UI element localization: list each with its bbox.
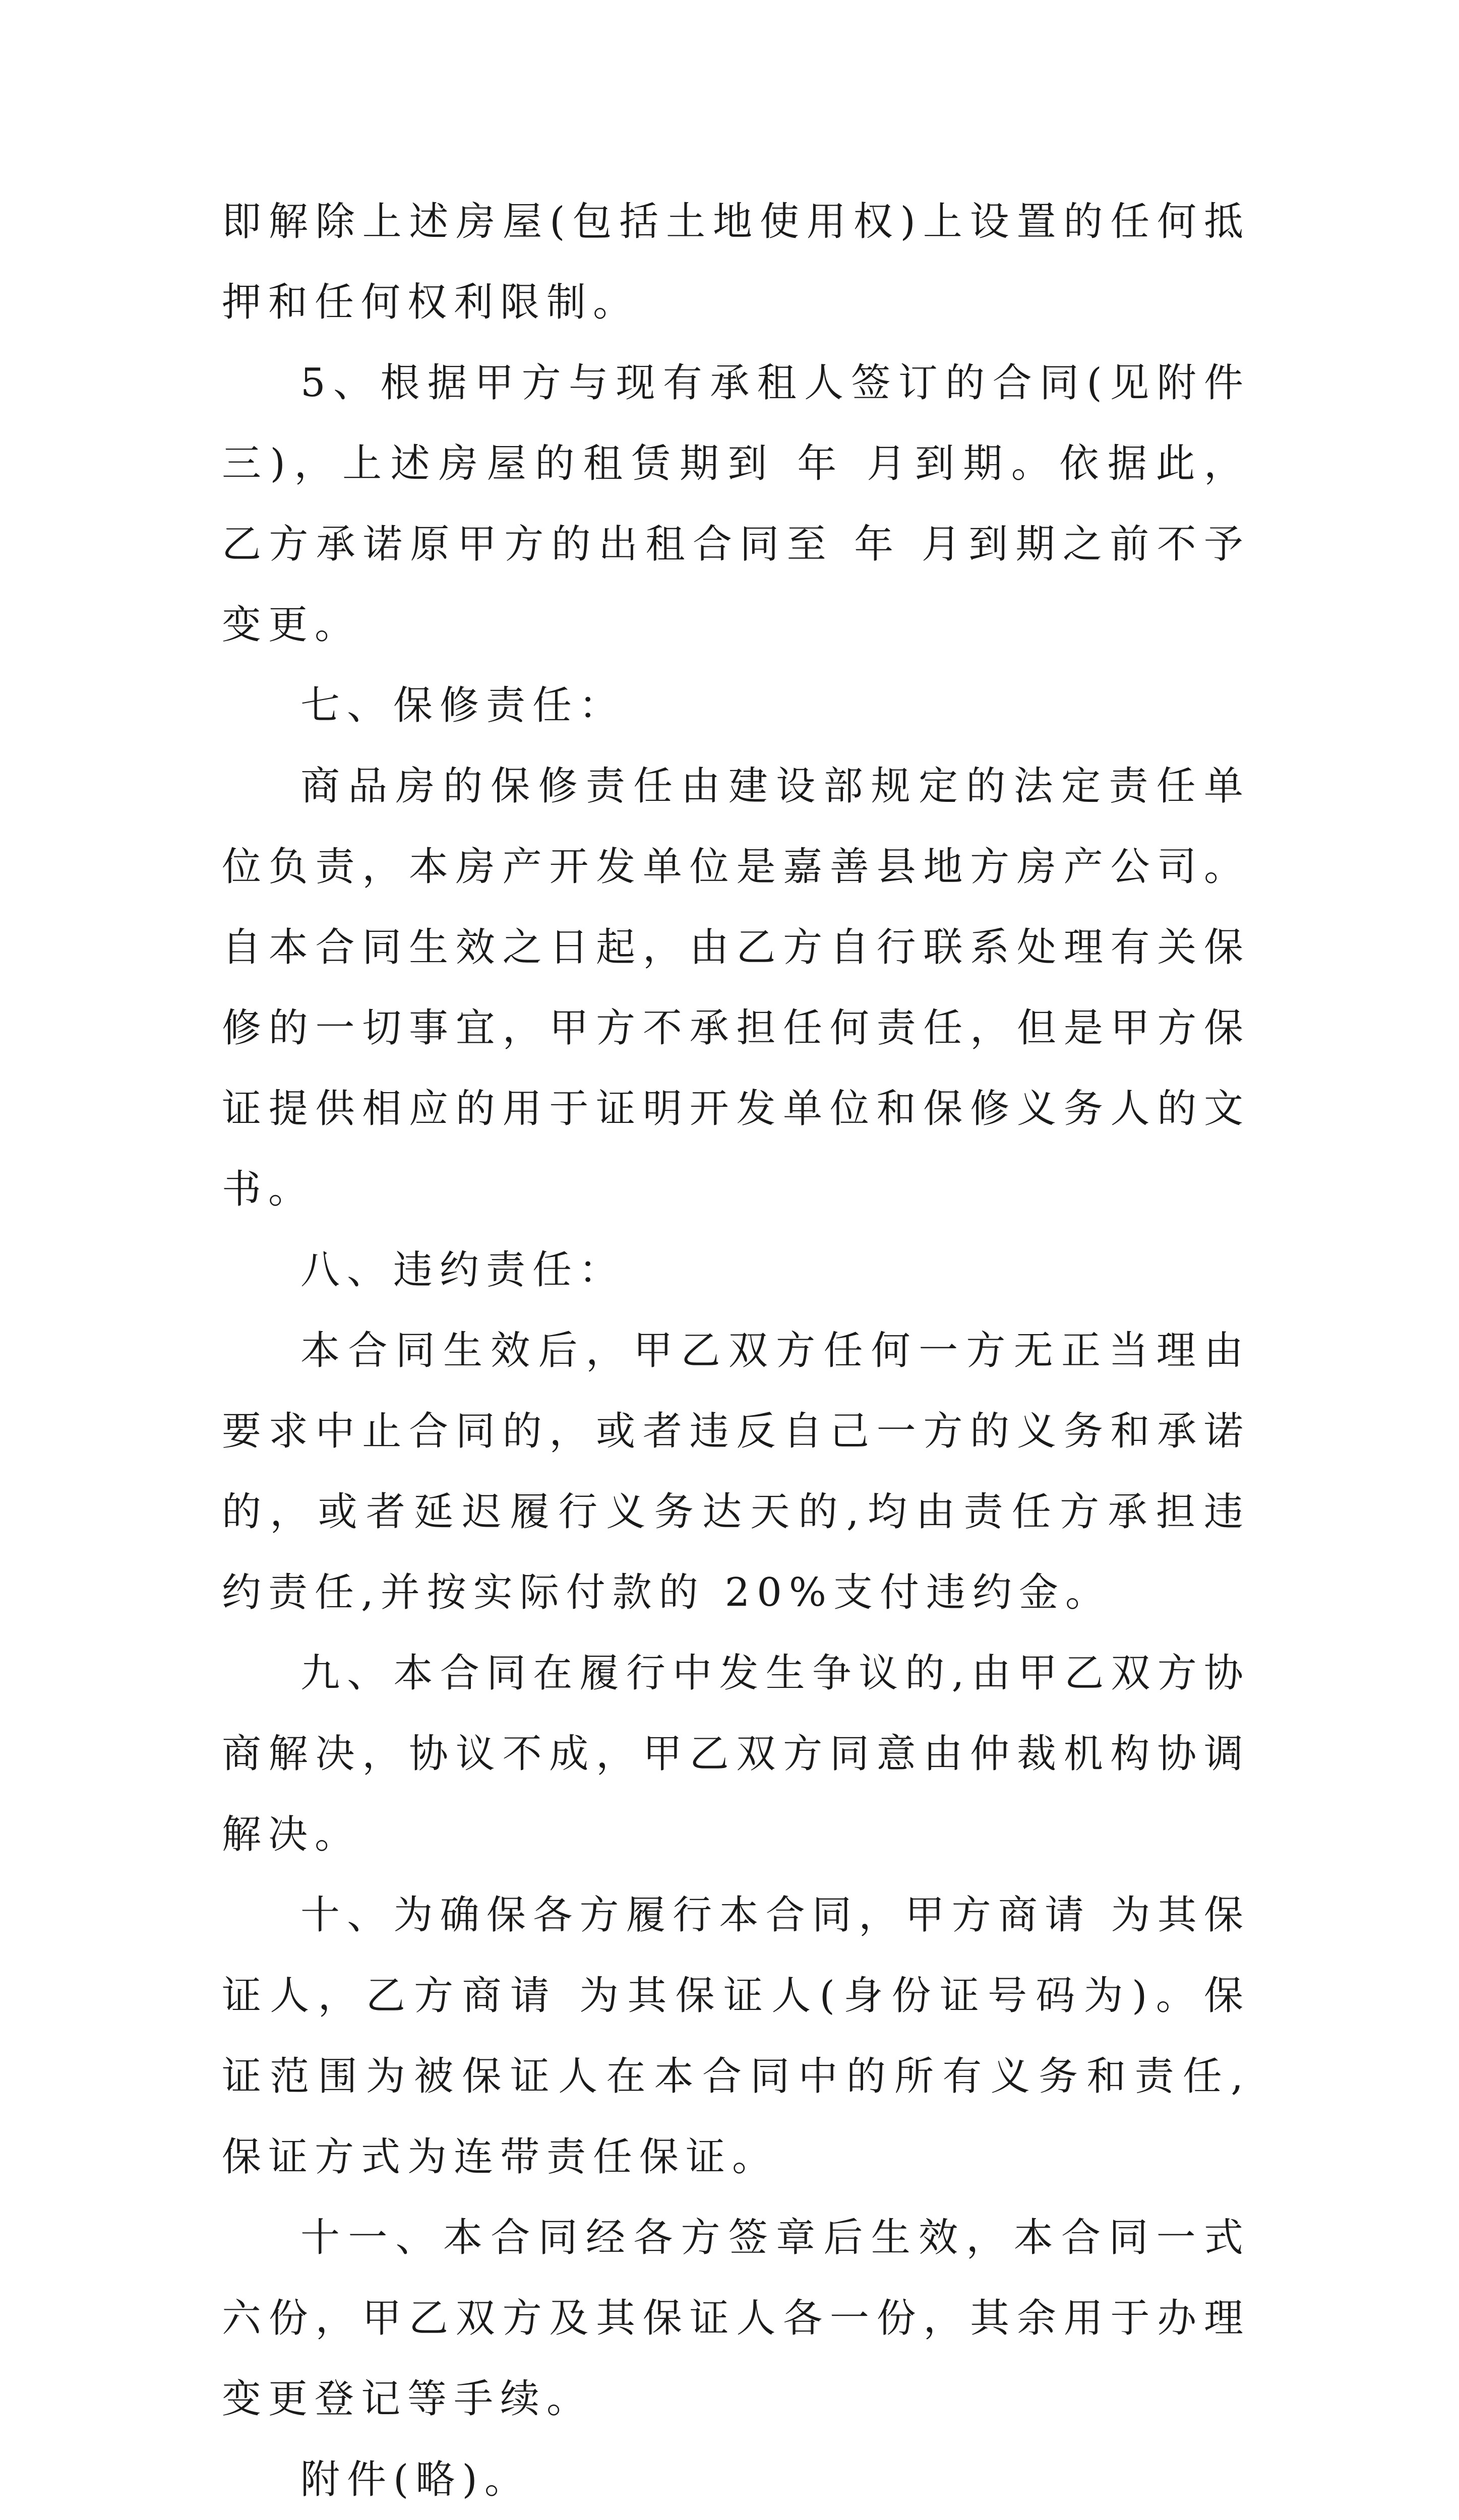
paragraph-effect: 十一、本合同经各方签章后生效，本合同一式六份，甲乙双方及其保证人各一份，其余用于办理变更登记等手续。 bbox=[222, 2215, 1250, 2422]
heading-warranty: 七、保修责任： bbox=[300, 683, 626, 728]
heading-breach: 八、违约责任： bbox=[300, 1247, 626, 1293]
paragraph-continuation: 即解除上述房屋(包括土地使用权)上设置的任何抵押和任何权利限制。 bbox=[222, 199, 1250, 325]
paragraph-attachment: 附件(略)。 bbox=[300, 2457, 531, 2502]
paragraph-clause-5: 5、根据甲方与现有承租人签订的合同(见附件三)，上述房屋的租赁期到 年 月到期。依据此，乙方承诺原甲方的出租合同至 年 月到期之前不予变更。 bbox=[222, 360, 1250, 648]
contract-body bbox=[222, 181, 1250, 2520]
paragraph-warranty: 商品房的保修责任由建设部规定的法定责任单位负责，本房产开发单位是嘉善县地方房产公司。自本合同生效之日起，由乙方自行联系处理有关保修的一切事宜，甲方不承担任何责任，但是甲方保证提供相应的用于证明开发单位和保修义务人的文书。 bbox=[222, 764, 1250, 1212]
paragraph-guarantor: 十、为确保各方履行本合同，甲方商请 为其保证人，乙方商请 为其保证人(身份证号码为)。保证范围为被保证人在本合同中的所有义务和责任,保证方式为连带责任保证。 bbox=[222, 1893, 1250, 2180]
paragraph-breach: 本合同生效后，甲乙双方任何一方无正当理由要求中止合同的，或者违反自己一方的义务和承诺的，或者延迟履行义务达天的,均由责任方承担违约责任,并按实际付款的 20%支付违约金。 bbox=[222, 1328, 1250, 1615]
paragraph-dispute: 九、本合同在履行中发生争议的,由甲乙双方协商解决，协议不成，甲乙双方同意由仲裁机构协调解决。 bbox=[222, 1651, 1250, 1857]
